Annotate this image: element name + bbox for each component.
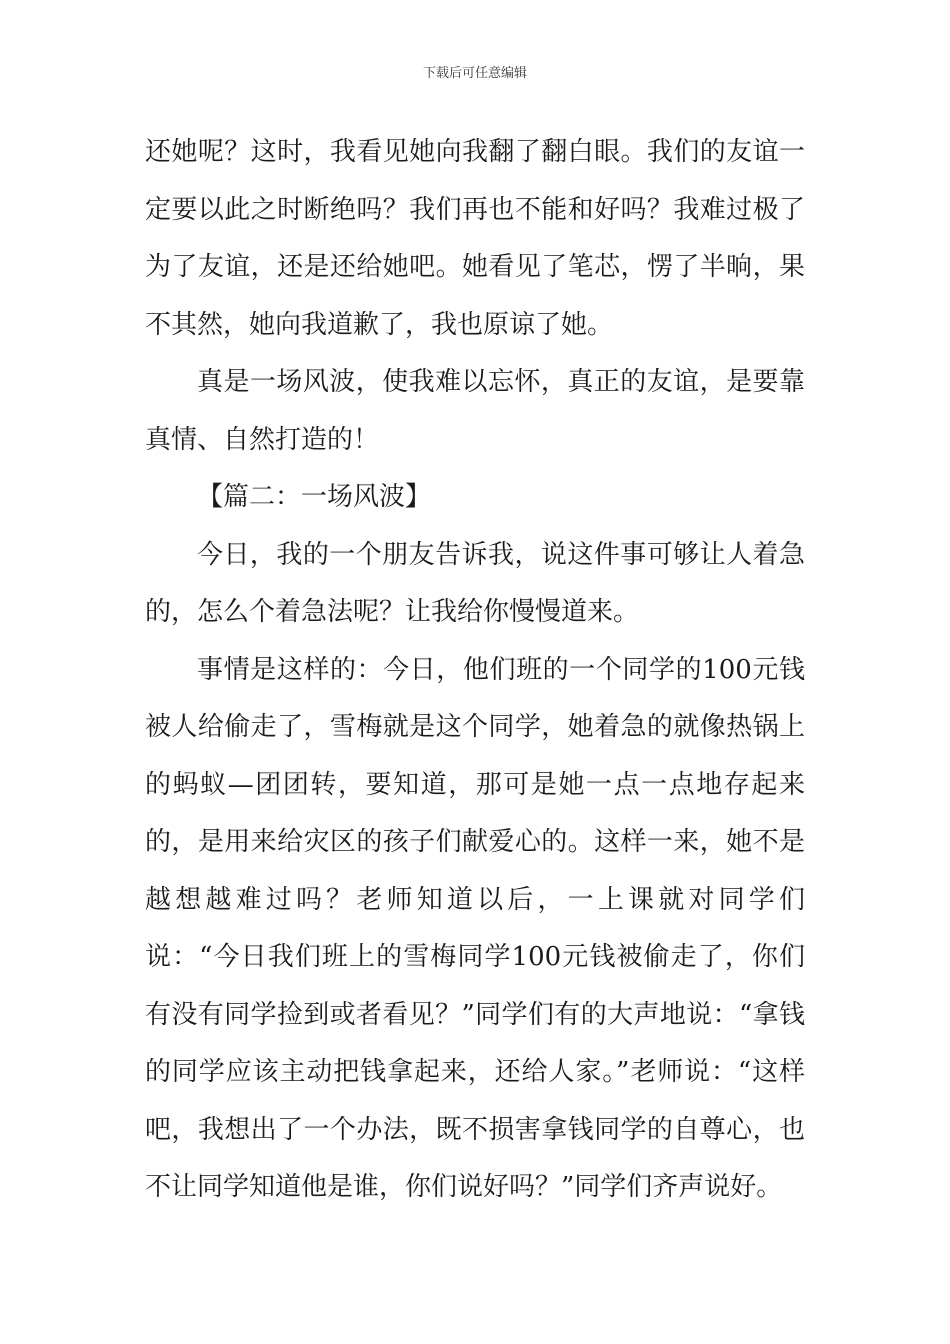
- paragraph-3: 今日，我的一个朋友告诉我，说这件事可够让人着急的，怎么个着急法呢？让我给你慢慢道来。: [145, 539, 805, 627]
- paragraph-1: 还她呢？这时，我看见她向我翻了翻白眼。我们的友谊一定要以此之时断绝吗？我们再也不能和好吗？我难过极了为了友谊，还是还给她吧。她看见了笔芯，愣了半晌，果不其然，她向我道歉了，我也原谅了她。: [145, 137, 805, 340]
- paragraph-2: 真是一场风波，使我难以忘怀，真正的友谊，是要靠真情、自然打造的！: [145, 367, 805, 455]
- paragraph-4: 事情是这样的：今日，他们班的一个同学的100元钱被人给偷走了，雪梅就是这个同学，她着急的就像热锅上的蚂蚁—团团转，要知道，那可是她一点一点地存起来的，是用来给灾区的孩子们献爱心的。这样一来，她不是越想越难过吗？老师知道以后，一上课就对同学们说：“今日我们班上的雪梅同学100元钱被偷走了，你们有没有同学捡到或者看见？”同学们有的大声地说：“拿钱的同学应该主动把钱拿起来，还给人家。”老师说：“这样吧，我想出了一个办法，既不损害拿钱同学的自尊心，也不让同学知道他是谁，你们说好吗？”同学们齐声说好。: [145, 654, 805, 1202]
- document-body: [145, 124, 805, 1217]
- page-header: 下载后可任意编辑: [422, 66, 527, 81]
- section-heading: 【篇二：一场风波】: [197, 482, 432, 512]
